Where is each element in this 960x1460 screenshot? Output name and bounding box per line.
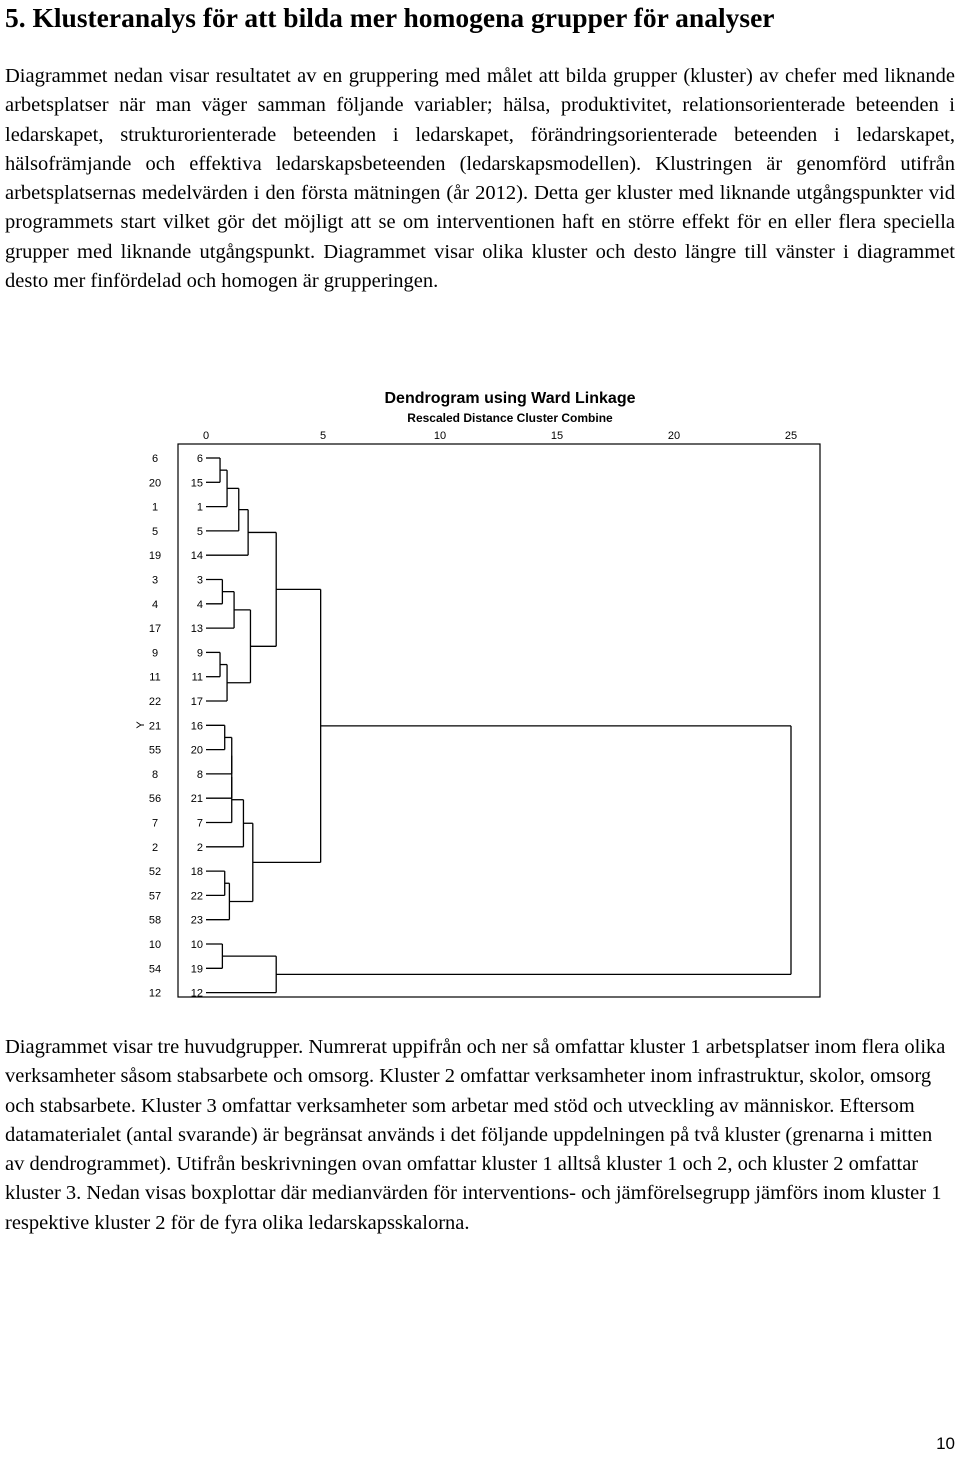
- row-label: 10: [148, 939, 162, 951]
- axis-tick-label: 25: [784, 430, 798, 442]
- case-number-label: 3: [196, 574, 203, 587]
- case-number-label: 15: [190, 477, 203, 490]
- axis-tick-label: 10: [433, 430, 447, 442]
- row-labels: [149, 453, 161, 1000]
- case-number-label: 5: [196, 525, 203, 538]
- row-label: 21: [148, 720, 162, 733]
- case-number-label: 9: [196, 647, 203, 660]
- dendrogram-tree: [206, 458, 791, 993]
- row-label: 19: [148, 550, 162, 563]
- row-label: 54: [148, 963, 162, 976]
- case-number-label: 18: [190, 866, 203, 879]
- row-label: 56: [148, 793, 162, 806]
- case-number-label: 4: [196, 598, 203, 611]
- case-number-label: 13: [190, 623, 203, 636]
- intro-paragraph: Diagrammet nedan visar resultatet av en gruppering med målet att bilda grupper (kluster) av chefer med liknande arbetsplatser när man väger samman följande variabler; hälsa, produktivitet, relationsorienterade beteenden i ledarskapet, strukturorienterade beteenden i ledarskapet, förändringsorienterade beteenden i ledarskapet, hälsofrämjande och effektiva ledarskapsbeteenden (ledarskapsmodellen). Klustringen är genomförd utifrån arbetsplatsernas medelvärden i den första mätningen (år 2012). Detta ger kluster med liknande utgångspunkter vid programmets start vilket gör det möjligt att se om interventionen haft en större effekt för en eller flera speciella grupper med liknande utgångspunkt. Diagrammet visar olika kluster och desto längre till vänster i diagrammet desto mer finfördelad och homogen är grupperingen.: [5, 65, 955, 293]
- row-label: 1: [151, 501, 159, 514]
- row-label: 3: [151, 574, 159, 587]
- row-label: 55: [148, 744, 162, 757]
- case-number-label: 21: [190, 793, 203, 806]
- case-number-label: 1: [196, 501, 203, 514]
- row-label: 52: [148, 866, 162, 879]
- case-number-label: 17: [190, 696, 203, 708]
- y-axis-label: Y: [135, 721, 147, 729]
- row-label: 8: [151, 768, 159, 781]
- axis-tick-label: 20: [667, 430, 681, 442]
- case-labels: [191, 453, 203, 1000]
- dendrogram-title: Dendrogram using Ward Linkage: [384, 390, 636, 407]
- section-heading: 5. Klusteranalys för att bilda mer homogena grupper för analyser: [5, 2, 775, 33]
- row-label: 57: [148, 890, 162, 903]
- case-number-label: 2: [196, 841, 203, 854]
- row-label: 6: [151, 453, 159, 465]
- row-label: 9: [151, 647, 159, 660]
- row-label: 2: [151, 841, 159, 854]
- case-number-label: 23: [190, 914, 203, 927]
- row-label: 20: [148, 477, 162, 490]
- page-number: 10: [936, 1434, 955, 1453]
- row-label: 17: [148, 623, 162, 636]
- case-number-label: 19: [190, 963, 203, 976]
- dendrogram-subtitle: Rescaled Distance Cluster Combine: [407, 411, 613, 425]
- row-label: 58: [148, 914, 162, 927]
- case-number-label: 10: [190, 939, 203, 951]
- dendrogram-frame: [178, 444, 820, 997]
- dendrogram-figure: [130, 380, 830, 1005]
- row-label: 5: [151, 525, 159, 538]
- axis-tick-label: 15: [550, 430, 564, 442]
- case-number-label: 12: [190, 987, 203, 1000]
- case-number-label: 14: [190, 550, 203, 563]
- row-label: 7: [151, 817, 159, 830]
- row-label: 11: [149, 671, 161, 684]
- case-number-label: 11: [191, 671, 203, 684]
- row-label: 22: [148, 696, 162, 708]
- row-label: 12: [148, 987, 162, 1000]
- case-number-label: 22: [190, 890, 203, 903]
- row-label: 4: [151, 598, 159, 611]
- summary-paragraph: Diagrammet visar tre huvudgrupper. Numrerat uppifrån och ner så omfattar kluster 1 arbetsplatser inom flera olika verksamheter såsom stabsarbete och omsorg. Kluster 2 omfattar verksamheter inom infrastruktur, skolor, omsorg och stabsarbete. Kluster 3 omfattar verksamheter som arbetar med stöd och utveckling av människor. Eftersom datamaterialet (antal svarande) är begränsat används i det följande uppdelningen på två kluster (grenarna i mitten av dendrogrammet). Utifrån beskrivningen ovan omfattar kluster 1 alltså kluster 1 och 2, och kluster 2 omfattar kluster 3. Nedan visas boxplottar där medianvärden för interventions- och jämförelsegrupp jämförs inom kluster 1 respektive kluster 2 för de fyra olika ledarskapsskalorna.: [5, 1036, 946, 1234]
- distance-axis: [203, 430, 797, 442]
- case-number-label: 16: [190, 720, 203, 733]
- case-number-label: 8: [196, 768, 203, 781]
- axis-tick-label: 0: [202, 430, 210, 442]
- case-number-label: 6: [196, 453, 203, 465]
- axis-tick-label: 5: [319, 430, 327, 442]
- case-number-label: 20: [190, 744, 203, 757]
- case-number-label: 7: [196, 817, 203, 830]
